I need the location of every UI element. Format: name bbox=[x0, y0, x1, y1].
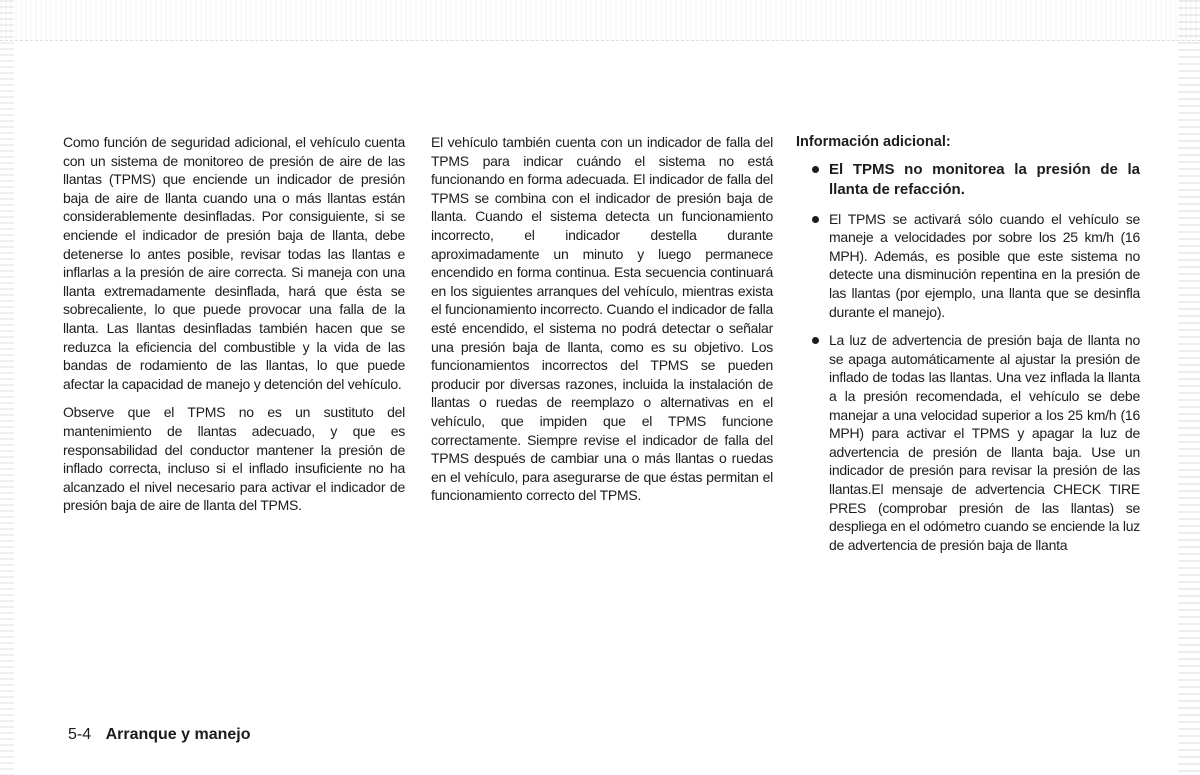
list-item bbox=[796, 331, 1140, 554]
list-item-text: El TPMS se activará sólo cuando el vehículo se maneje a velocidades por sobre los 25 km/h (16 MPH). Además, es posible que este sistema no detecte una disminución repentina en la presión de las llantas (por ejemplo, una llanta que se desinfla durante el manejo). bbox=[829, 210, 1140, 320]
scan-left-edge bbox=[0, 0, 14, 775]
list-item-text: El TPMS no monitorea la presión de la llanta de refacción. bbox=[829, 160, 1140, 198]
scan-header-band bbox=[0, 0, 1200, 41]
page-number: 5-4 bbox=[68, 726, 92, 743]
text-column-2 bbox=[431, 133, 773, 515]
paragraph-tpms-maintenance: Observe que el TPMS no es un sustituto del mantenimiento de llantas adecuado, y que es responsabilidad del conductor mantener la presión de inflado correcta, incluso si el inflado insuficiente no ha alcanzado el nivel necesario para activar el indicador de presión baja de aire de llanta del TPMS. bbox=[63, 404, 405, 514]
paragraph-tpms-intro: Como función de seguridad adicional, el vehículo cuenta con un sistema de monitoreo de presión de aire de las llantas (TPMS) que enciende un indicador de presión baja de aire de llanta cuando una o más llantas están considerablemente desinfladas. Por consiguiente, si se enciende el indicador de presión baja de llanta, debe detenerse lo antes posible, revisar todas las llantas e inflarlas a la presión de aire correcta. Si maneja con una llanta extremadamente desinflada, hará que ésta se sobrecaliente, lo que puede provocar una falla de la llanta. Las llantas desinfladas también hacen que se reduzca la eficiencia del combustible y la vida de las bandas de rodamiento de las llantas, lo que puede afectar la capacidad de manejo y detención del vehículo. bbox=[63, 134, 405, 392]
additional-info-list bbox=[796, 160, 1140, 555]
bullet-icon bbox=[812, 166, 819, 173]
list-item bbox=[796, 210, 1140, 322]
additional-info-heading: Información adicional: bbox=[796, 134, 951, 150]
list-item bbox=[796, 160, 1140, 200]
page-footer bbox=[68, 726, 251, 744]
text-column-1 bbox=[63, 133, 405, 525]
scan-right-edge bbox=[1178, 0, 1200, 775]
list-item-text: La luz de advertencia de presión baja de llanta no se apaga automáticamente al ajustar la presión de inflado de todas las llantas. Una vez inflada la llanta a la presión recomendada, el vehículo se debe manejar a una velocidad superior a los 25 km/h (16 MPH) para activar el TPMS y apagar la luz de advertencia de presión de llanta baja. Use un indicador de presión para revisar la presión de las llantas.El mensaje de advertencia CHECK TIRE PRES (comprobar presión de las llantas) se despliega en el odómetro cuando se enciende la luz de advertencia de presión baja de llanta bbox=[829, 332, 1140, 553]
section-title: Arranque y manejo bbox=[105, 726, 251, 743]
bullet-icon bbox=[812, 337, 819, 344]
text-column-3 bbox=[796, 133, 1140, 564]
paragraph-tpms-malfunction: El vehículo también cuenta con un indicador de falla del TPMS para indicar cuándo el sistema no está funcionando en forma adecuada. El indicador de falla del TPMS se combina con el indicador de presión baja de llanta. Cuando el sistema detecta un funcionamiento incorrecto, el indicador destella durante aproximadamente un minuto y luego permanece encendido en forma continua. Esta secuencia continuará en los siguientes arranques del vehículo, mientras exista el funcionamiento incorrecto. Cuando el indicador de falla esté encendido, el sistema no podrá detectar o señalar una presión baja de llanta, como es su objetivo. Los funcionamientos incorrectos del TPMS se pueden producir por diversas razones, incluida la instalación de llantas o ruedas de reemplazo o alternativas en el vehículo, que impiden que el TPMS funcione correctamente. Siempre revise el indicador de falla del TPMS después de cambiar una o más llantas o ruedas en el vehículo, para asegurarse de que éstas permitan el funcionamiento correcto del TPMS. bbox=[431, 134, 773, 504]
bullet-icon bbox=[812, 216, 819, 223]
